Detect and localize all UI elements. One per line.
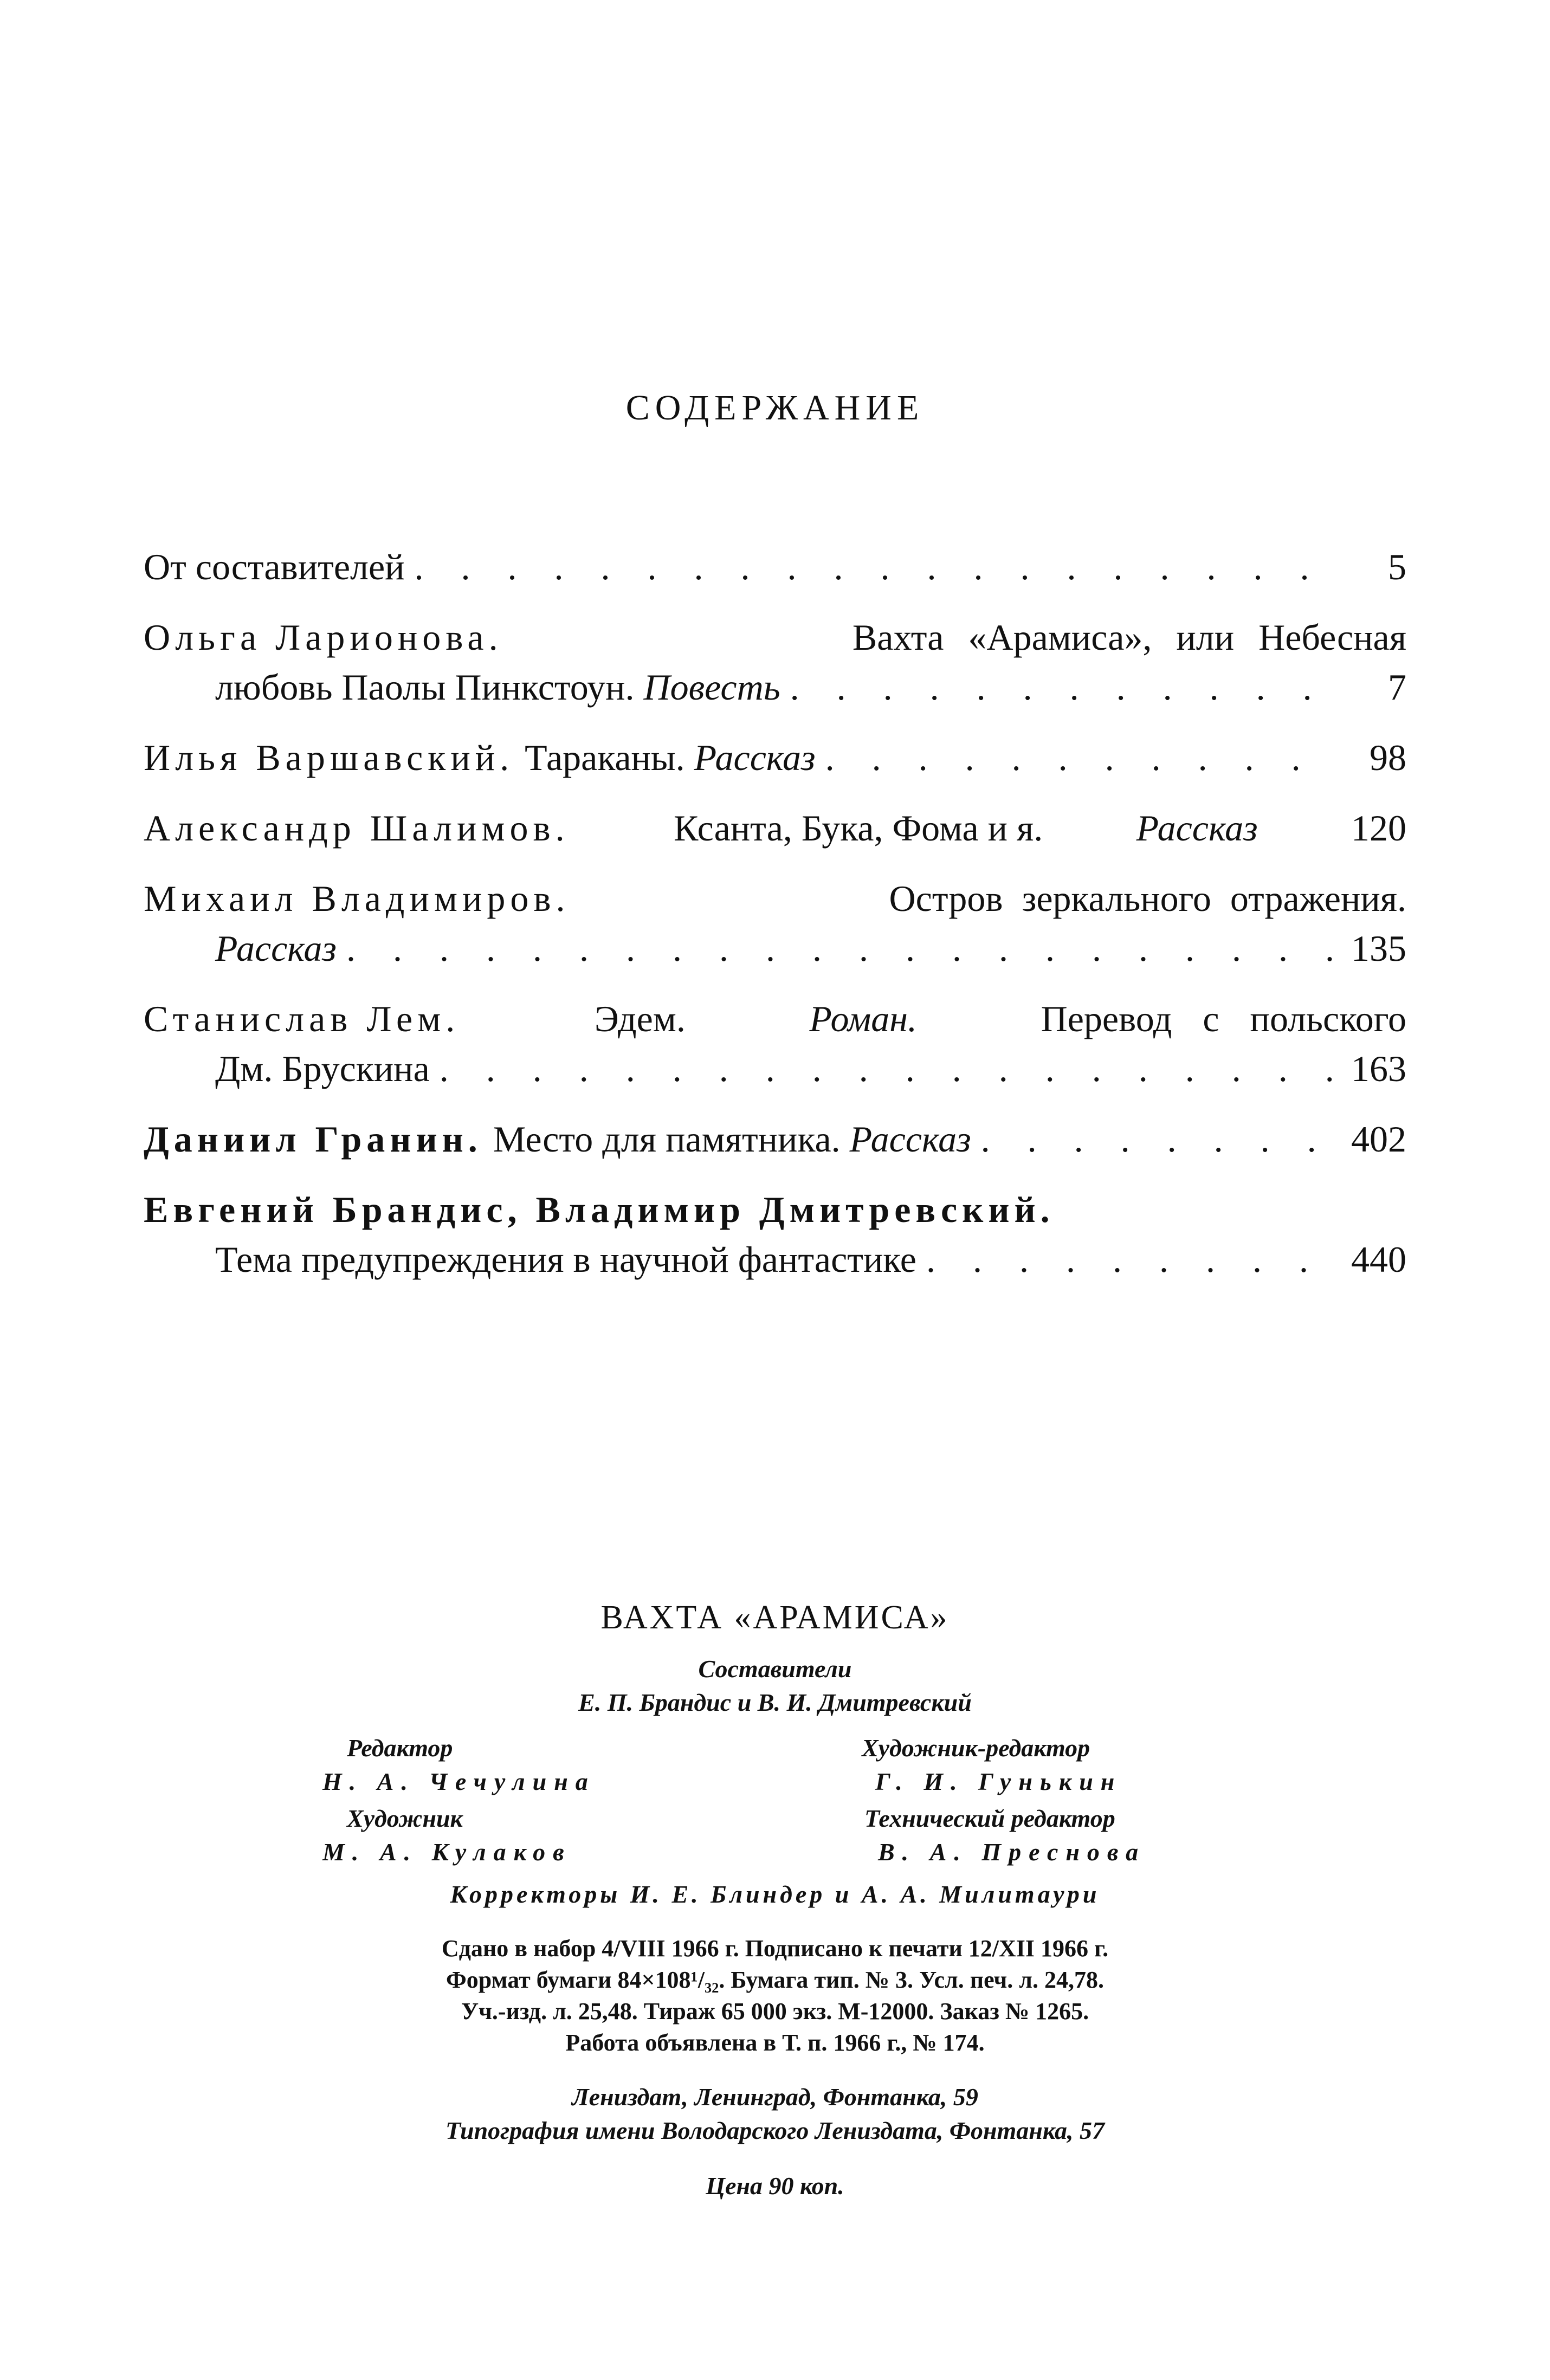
credits-grid (0, 1731, 1550, 1910)
print-line: Сдано в набор 4/VIII 1966 г. Подписано к печати 12/XII 1966 г. (441, 1935, 1109, 1962)
artist-label: Художник (347, 1805, 463, 1832)
dot-leader (825, 733, 1337, 782)
entry-text: любовь Паолы Пинкстоун. (215, 667, 635, 708)
publisher: Лениздат, Ленинград, Фонтанка, 59 (572, 2083, 978, 2111)
entry-text: Ксанта, Бука, Фома и я. (673, 807, 1043, 849)
entry-author: Михаил Владимиров. (144, 878, 570, 919)
toc-entry (144, 994, 1406, 1094)
proofreaders: Корректоры И. Е. Блиндер и А. А. Милитаури (450, 1880, 1100, 1908)
imprint-block (0, 1599, 1550, 2203)
tech-editor: В. А. Преснова (878, 1838, 1146, 1866)
page-number: 402 (1351, 1118, 1406, 1160)
price: Цена 90 коп. (706, 2172, 844, 2200)
page-number: 440 (1351, 1239, 1406, 1280)
entry-text: Эдем. (594, 998, 686, 1039)
toc-entry (144, 1114, 1406, 1164)
entry-author: Александр Шалимов. (144, 807, 570, 849)
page-number: 98 (1370, 737, 1406, 778)
entry-text: Дм. Брускина (215, 1048, 430, 1089)
dot-leader (981, 1114, 1337, 1164)
entry-author: Илья Варшавский. (144, 737, 514, 778)
art-editor: Г. И. Гунькин (875, 1768, 1122, 1795)
entry-author: Ольга Ларионова. (144, 617, 503, 658)
entry-genre: Рассказ (849, 1118, 971, 1160)
page-number: 7 (1388, 667, 1406, 708)
entry-text: Тараканы. (525, 737, 685, 778)
print-line: Уч.-изд. л. 25,48. Тираж 65 000 экз. М-12000. Заказ № 1265. (461, 1998, 1089, 2025)
art-editor-label: Художник-редактор (862, 1734, 1090, 1762)
entry-genre: Роман. (809, 998, 918, 1039)
page-number: 5 (1388, 546, 1406, 587)
entry-genre: Рассказ (1136, 807, 1258, 849)
book-title: ВАХТА «АРАМИСА» (600, 1599, 950, 1636)
toc-entry (144, 874, 1406, 973)
tech-editor-label: Технический редактор (864, 1805, 1115, 1832)
entry-text: Перевод с польского (1041, 998, 1406, 1039)
entry-genre: Рассказ (694, 737, 816, 778)
table-of-contents (144, 542, 1406, 1305)
printer: Типография имени Володарского Лениздата, Фонтанка, 57 (445, 2117, 1105, 2144)
toc-entry (144, 803, 1406, 853)
editor-label: Редактор (347, 1734, 453, 1762)
toc-entry (144, 542, 1406, 592)
print-line: Формат бумаги 84×108¹/₃₂. Бумага тип. № 3. Усл. печ. л. 24,78. (446, 1967, 1104, 1993)
dot-leader (926, 1234, 1337, 1284)
page-number: 120 (1351, 807, 1406, 849)
entry-text: Тема предупреждения в научной фантастике (215, 1239, 916, 1280)
entry-genre: Рассказ (215, 928, 337, 969)
editor: Н. А. Чечулина (322, 1768, 596, 1795)
toc-entry (144, 733, 1406, 782)
dot-leader (440, 1044, 1337, 1094)
entry-author: Станислав Лем. (144, 998, 460, 1039)
page-number: 135 (1351, 928, 1406, 969)
dot-leader (346, 923, 1337, 973)
entry-text: От составителей (144, 546, 405, 587)
entry-author: Даниил Гранин. (144, 1118, 482, 1160)
entry-genre: Повесть (643, 667, 780, 708)
entry-text: Место для памятника. (493, 1118, 841, 1160)
artist: М. А. Кулаков (322, 1838, 572, 1866)
toc-entry (144, 1185, 1406, 1284)
dot-leader (415, 542, 1337, 592)
toc-entry (144, 612, 1406, 712)
entry-text: Вахта «Арамиса», или Небесная (852, 617, 1406, 658)
print-line: Работа объявлена в Т. п. 1966 г., № 174. (565, 2029, 985, 2056)
dot-leader (790, 662, 1337, 712)
entry-author: Евгений Брандис, Владимир Дмитревский. (144, 1189, 1055, 1230)
compilers: Е. П. Брандис и В. И. Дмитревский (578, 1689, 972, 1716)
compilers-label: Составители (698, 1655, 852, 1683)
page-number: 163 (1351, 1048, 1406, 1089)
entry-text: Остров зеркального отражения. (889, 878, 1406, 919)
contents-title: СОДЕРЖАНИЕ (625, 388, 925, 428)
